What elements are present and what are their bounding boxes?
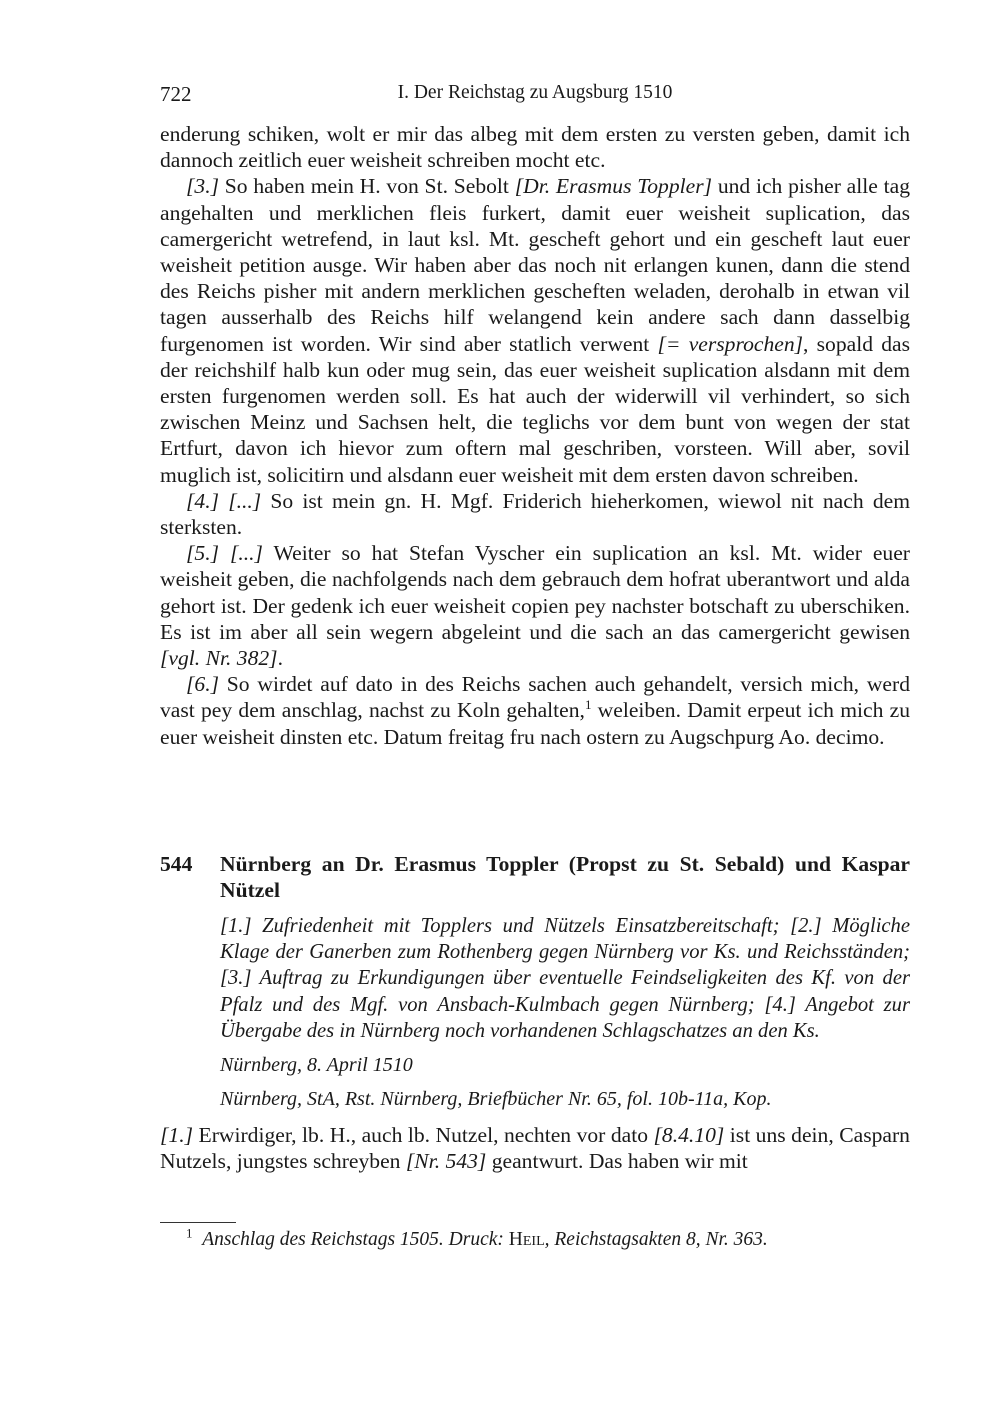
document-regest: [1.] Zufriedenheit mit Topplers und Nützels Einsatzbereitschaft; [2.] Mögliche Klage der Ganerben zum Rothenberg gegen Nürnberg vor Ks. und Reichsständen; [3.] Auftrag zu Erkundigungen über eventuelle Feindseligkeiten des Kf. von der Pfalz und des Mgf. von Ansbach-Kulmbach gegen Nürnberg; [4.] Angebot zur Übergabe des in Nürnberg noch vorhandenen Schlagschatzes an den Ks.	[220, 915, 910, 1042]
document-source: Nürnberg, StA, Rst. Nürnberg, Briefbücher Nr. 65, fol. 10b-11a, Kop.	[220, 1088, 772, 1111]
running-title: I. Der Reichstag zu Augsburg 1510	[397, 82, 673, 103]
editorial-note: [Nr. 543]	[405, 1149, 487, 1174]
page-number: 722	[160, 82, 192, 106]
paragraph-4: [4.] [...] So ist mein gn. H. Mgf. Friderich hieherkomen, wiewol nit nach dem sterksten.	[160, 488, 910, 540]
footnote-number: 1	[186, 1225, 193, 1241]
author-name: Heil	[508, 1229, 545, 1250]
document-number: 544	[160, 852, 193, 876]
footnote: $^1$ Anschlag des Reichstags 1505. Druck: Heil, Reichstagsakten 8, Nr. 363.	[186, 1225, 768, 1250]
paragraph-3: [3.] So haben mein H. von St. Sebolt [Dr. Erasmus Toppler] und ich pisher alle tag angehalten und merklichen fleis furkert, damit euer weisheit suplication, das camergericht wetrefend, in laut ksl. Mt. gescheft gehort und ein gescheft laut euer weisheit petition ausge. Wir haben aber das noch nit erlangen kunen, dann die stend des Reichs pisher mit andern merklichen gescheften weladen, derohalb in etwan vil tagen ausserhalb des Reichs hilf welangend kein andere sach dann dasselbig furgenomen ist worden. Wir sind aber statlich verwent [= versprochen], sopald das der reichshilf halb kun oder mug sein, das euer weisheit suplication alsdann mit dem ersten furgenomen werden soll. Es hat auch der widerwill vil verhindert, so sich zwischen Meinz und Sachsen helt, die teglichs vor dem bunt von wegen der stat Ertfurt, davon ich hievor zum oftern mal geschriben, vorsteen. Will aber, sovil muglich ist, solicitirn und alsdann euer weisheit mit dem ersten davon schreiben.	[160, 174, 910, 487]
document-entry	[160, 851, 910, 1174]
paragraph-marker: [4.] [...]	[186, 488, 262, 513]
paragraph-marker: [5.] [...]	[186, 541, 263, 566]
document-heading	[160, 851, 910, 903]
document-date: Nürnberg, 8. April 1510	[220, 1054, 413, 1077]
editorial-note: [8.4.10]	[653, 1123, 725, 1148]
paragraph-6: [6.] So wirdet auf dato in des Reichs sachen auch gehandelt, versich mich, werd vast pey dem anschlag, nachst zu Koln gehalten,$^1$ weleiben. Damit erpeut ich mich zu euer weisheit dinsten etc. Datum freitag fru nach ostern zu Augschpurg Ao. decimo.	[160, 672, 910, 749]
running-header	[160, 82, 910, 108]
footnote-reference[interactable]: 1	[584, 697, 592, 713]
paragraph-marker: [6.]	[186, 672, 220, 697]
paragraph-5: [5.] [...] Weiter so hat Stefan Vyscher ein suplication an ksl. Mt. wider euer weisheit geben, die nachfolgends nach dem gebrauch dem hofrat uberantwort und alda gehort ist. Der gedenk ich euer weisheit copien pey nachster botschaft zu uberschiken. Es ist im aber all sein wegern abgeleint und die sach an das camergericht gewisen [vgl. Nr. 382].	[160, 541, 910, 671]
document-title: Nürnberg an Dr. Erasmus Toppler (Propst zu St. Sebald) und Kaspar Nützel	[220, 852, 910, 902]
document-text: [1.] Erwirdiger, lb. H., auch lb. Nutzel, nechten vor dato [8.4.10] ist uns dein, Casparn Nutzels, jungstes schreyben [Nr. 543] geantwurt. Das haben wir mit	[160, 1123, 910, 1174]
footnote-rule	[160, 1222, 236, 1223]
paragraph-marker: [3.]	[186, 174, 220, 199]
editorial-note: [Dr. Erasmus Toppler]	[514, 174, 713, 199]
editorial-note: [= versprochen]	[657, 331, 804, 356]
editorial-note: [vgl. Nr. 382]	[160, 646, 278, 671]
paragraph-marker: [1.]	[160, 1123, 194, 1148]
continued-letter	[160, 121, 910, 750]
paragraph-continuation: enderung schiken, wolt er mir das albeg mit dem ersten zu versten geben, damit ich dannoch zeitlich euer weisheit schreiben mocht etc.	[160, 122, 910, 173]
